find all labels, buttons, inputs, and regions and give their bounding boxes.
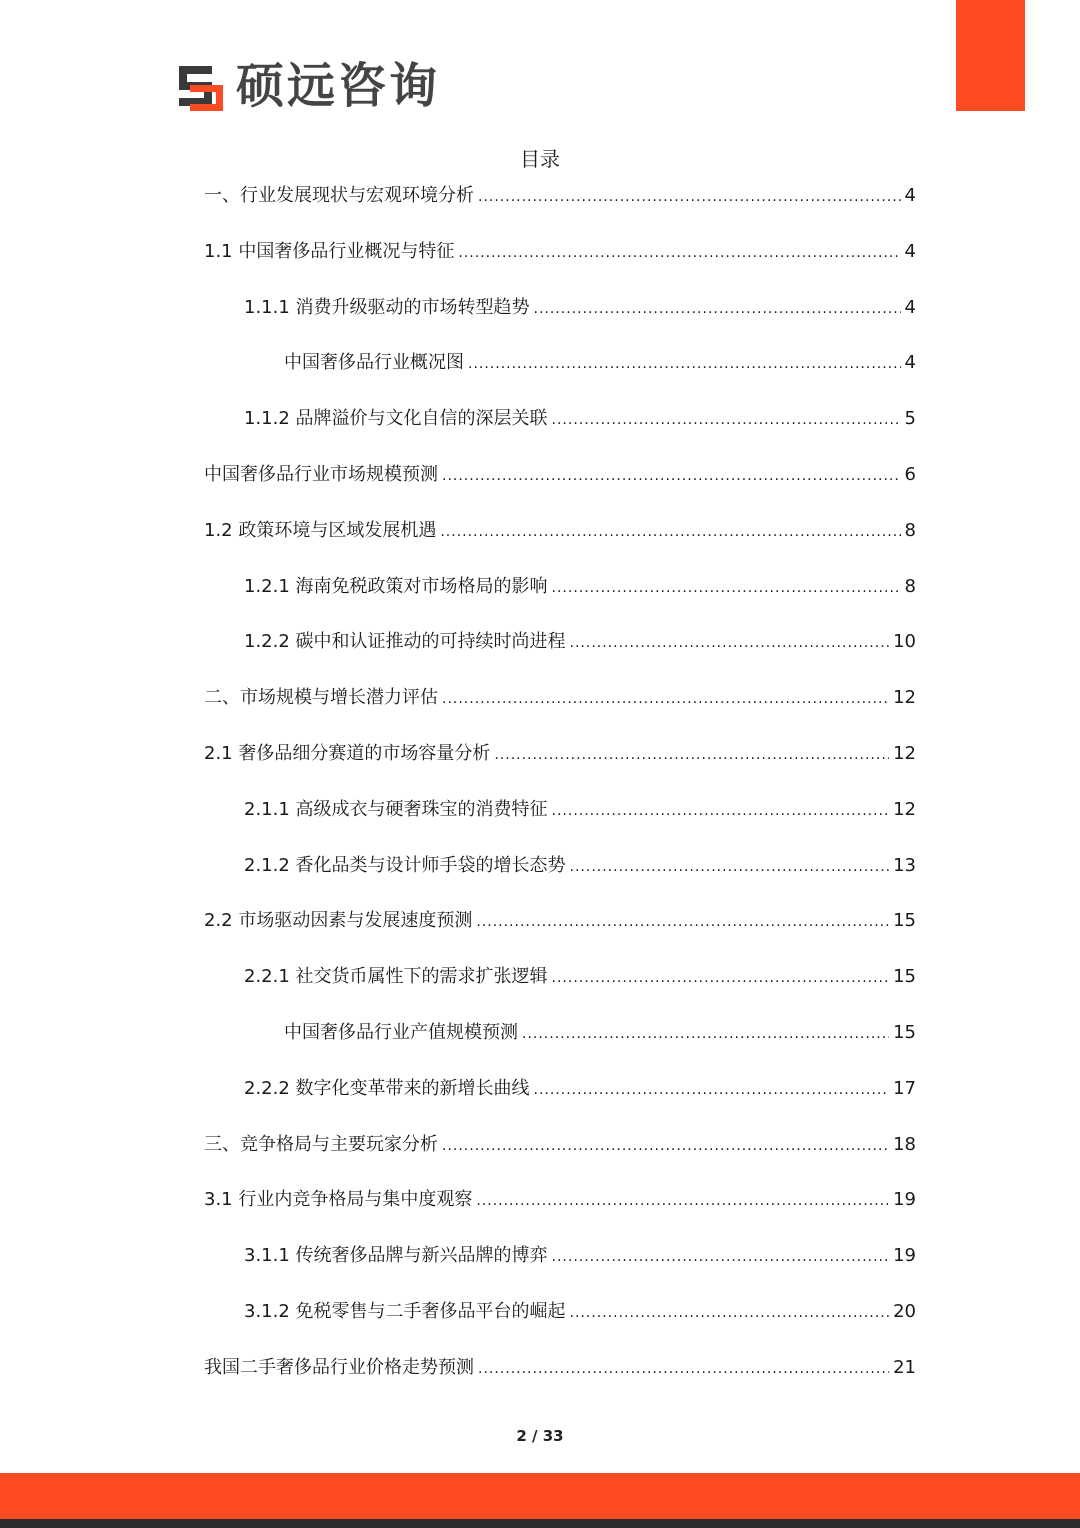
toc-list	[204, 182, 916, 1410]
toc-entry-title: 2.1.1 高级成衣与硬奢珠宝的消费特征	[244, 798, 548, 820]
toc-entry-title: 中国奢侈品行业市场规模预测	[204, 463, 438, 485]
toc-entry-title: 中国奢侈品行业概况图	[284, 352, 464, 374]
footer-edge	[0, 1519, 1080, 1528]
toc-entry-title: 三、竞争格局与主要玩家分析	[204, 1133, 438, 1155]
toc-entry-page-number: 13	[893, 854, 916, 876]
toc-dot-leader	[442, 1132, 889, 1160]
toc-entry[interactable]	[204, 796, 916, 852]
toc-entry[interactable]	[204, 1131, 916, 1187]
toc-entry[interactable]	[204, 1242, 916, 1298]
toc-entry-page-number: 4	[904, 296, 916, 318]
toc-entry-page-number: 15	[893, 966, 916, 988]
toc-entry-title: 2.2 市场驱动因素与发展速度预测	[204, 910, 473, 932]
toc-entry[interactable]	[204, 517, 916, 573]
toc-entry-page-number: 20	[893, 1300, 916, 1322]
toc-entry[interactable]	[204, 1075, 916, 1131]
toc-dot-leader	[440, 518, 900, 546]
toc-entry[interactable]	[204, 684, 916, 740]
toc-entry-page-number: 15	[893, 910, 916, 932]
toc-entry[interactable]	[204, 628, 916, 684]
toc-dot-leader	[552, 797, 890, 825]
toc-entry-page-number: 17	[893, 1077, 916, 1099]
toc-entry-title: 中国奢侈品行业产值规模预测	[284, 1021, 518, 1043]
toc-entry-page-number: 4	[904, 240, 916, 262]
toc-entry[interactable]	[204, 238, 916, 294]
toc-entry[interactable]	[204, 1298, 916, 1354]
toc-entry-page-number: 21	[893, 1356, 916, 1378]
toc-entry[interactable]	[204, 294, 916, 350]
toc-entry-title: 1.2.2 碳中和认证推动的可持续时尚进程	[244, 631, 566, 653]
toc-entry-title: 3.1.2 免税零售与二手奢侈品平台的崛起	[244, 1300, 566, 1322]
toc-entry[interactable]	[204, 1354, 916, 1410]
toc-entry[interactable]	[204, 573, 916, 629]
toc-entry-title: 1.1 中国奢侈品行业概况与特征	[204, 240, 455, 262]
toc-entry-page-number: 4	[904, 185, 916, 206]
toc-dot-leader	[458, 239, 900, 267]
toc-entry-page-number: 12	[893, 798, 916, 820]
toc-entry-title: 我国二手奢侈品行业价格走势预测	[204, 1356, 474, 1378]
toc-entry[interactable]	[204, 182, 916, 238]
toc-entry-title: 3.1 行业内竞争格局与集中度观察	[204, 1189, 473, 1211]
toc-dot-leader	[478, 183, 901, 211]
toc-entry-page-number: 5	[904, 408, 916, 430]
toc-dot-leader	[570, 853, 890, 881]
toc-entry-page-number: 19	[893, 1245, 916, 1267]
toc-dot-leader	[552, 1243, 890, 1271]
page-indicator: 2 / 33	[516, 1427, 564, 1445]
toc-dot-leader	[494, 741, 889, 769]
toc-entry-page-number: 15	[893, 1021, 916, 1043]
toc-entry-title: 二、市场规模与增长潜力评估	[204, 687, 438, 709]
toc-dot-leader	[522, 1020, 889, 1048]
toc-entry-page-number: 10	[893, 631, 916, 653]
logo-mark-icon	[176, 61, 226, 111]
toc-entry-title: 一、行业发展现状与宏观环境分析	[204, 185, 474, 206]
toc-dot-leader	[476, 1187, 889, 1215]
toc-entry[interactable]	[204, 405, 916, 461]
toc-dot-leader	[552, 964, 890, 992]
toc-entry[interactable]	[204, 461, 916, 517]
toc-entry[interactable]	[204, 1019, 916, 1075]
toc-entry-page-number: 4	[904, 352, 916, 374]
toc-entry-title: 2.2.1 社交货币属性下的需求扩张逻辑	[244, 966, 548, 988]
toc-dot-leader	[570, 1299, 890, 1327]
toc-entry-page-number: 18	[893, 1133, 916, 1155]
brand-logo	[176, 58, 440, 114]
toc-entry-title: 1.1.2 品牌溢价与文化自信的深层关联	[244, 408, 548, 430]
toc-dot-leader	[570, 629, 890, 657]
toc-entry[interactable]	[204, 740, 916, 796]
toc-entry-title: 1.1.1 消费升级驱动的市场转型趋势	[244, 296, 530, 318]
toc-entry[interactable]	[204, 963, 916, 1019]
toc-entry-page-number: 19	[893, 1189, 916, 1211]
toc-entry-title: 3.1.1 传统奢侈品牌与新兴品牌的博弈	[244, 1245, 548, 1267]
toc-entry-page-number: 8	[904, 575, 916, 597]
toc-dot-leader	[534, 1076, 890, 1104]
toc-dot-leader	[468, 350, 901, 378]
toc-dot-leader	[442, 685, 889, 713]
toc-dot-leader	[476, 908, 889, 936]
toc-entry-page-number: 8	[904, 519, 916, 541]
toc-entry-page-number: 12	[893, 742, 916, 764]
toc-entry[interactable]	[204, 852, 916, 908]
toc-dot-leader	[442, 462, 901, 490]
top-accent-block	[956, 0, 1025, 111]
toc-dot-leader	[534, 295, 901, 323]
toc-entry-title: 2.1 奢侈品细分赛道的市场容量分析	[204, 742, 491, 764]
toc-dot-leader	[478, 1355, 889, 1383]
toc-dot-leader	[552, 406, 901, 434]
toc-entry-title: 1.2 政策环境与区域发展机遇	[204, 519, 437, 541]
toc-entry[interactable]	[204, 907, 916, 963]
toc-entry-title: 2.1.2 香化品类与设计师手袋的增长态势	[244, 854, 566, 876]
toc-entry-page-number: 6	[904, 463, 916, 485]
toc-entry[interactable]	[204, 349, 916, 405]
toc-entry-title: 1.2.1 海南免税政策对市场格局的影响	[244, 575, 548, 597]
toc-entry[interactable]	[204, 1186, 916, 1242]
brand-name: 硕远咨询	[236, 58, 441, 114]
toc-dot-leader	[552, 574, 901, 602]
toc-entry-title: 2.2.2 数字化变革带来的新增长曲线	[244, 1077, 530, 1099]
footer-accent-bar	[0, 1473, 1080, 1519]
toc-entry-page-number: 12	[893, 687, 916, 709]
toc-title: 目录	[520, 147, 560, 171]
